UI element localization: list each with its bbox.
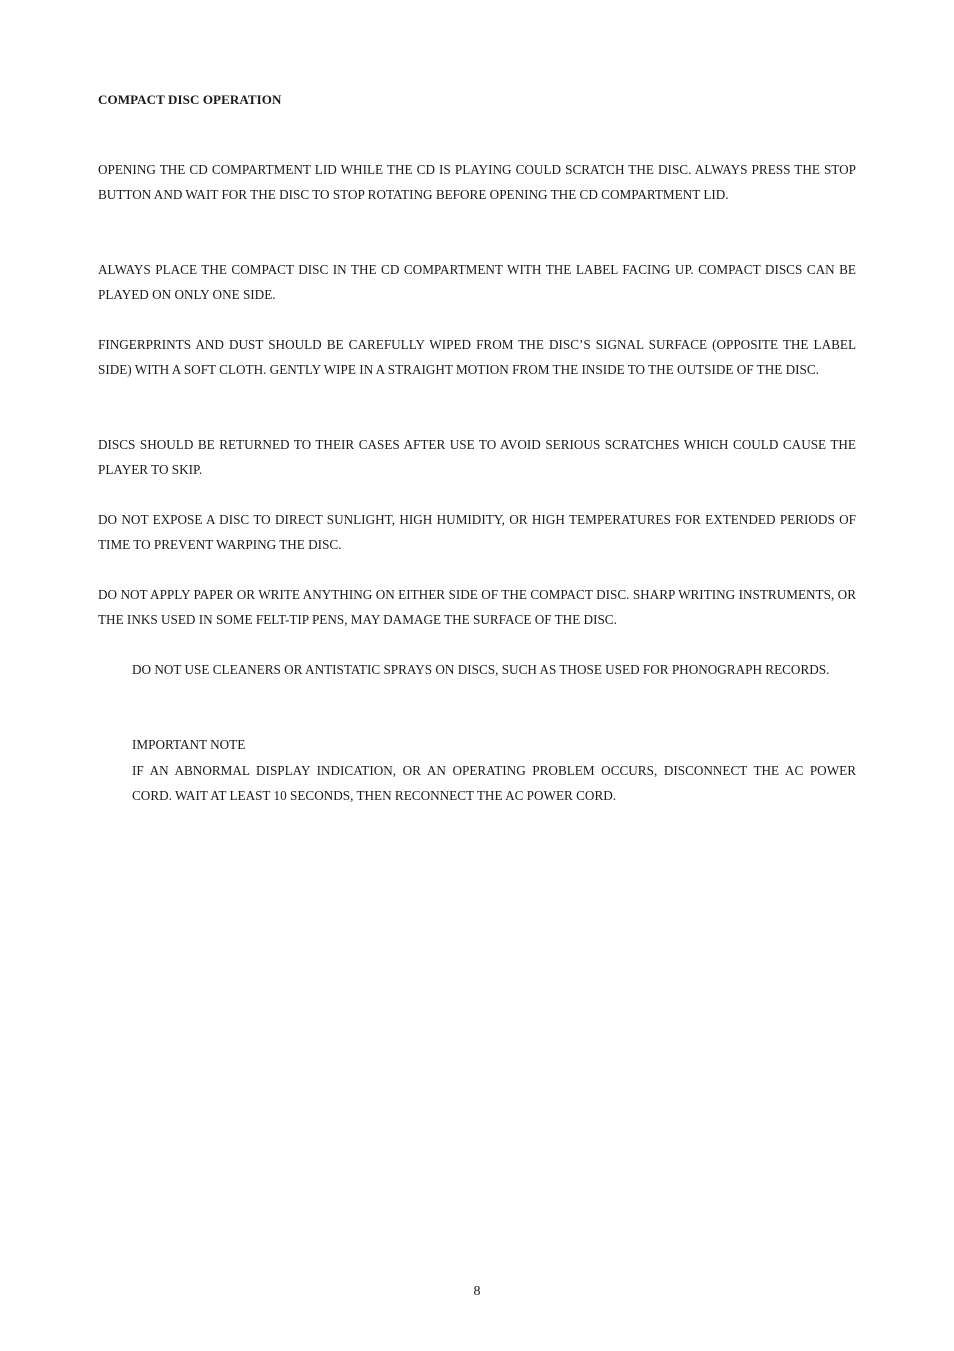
section-heading: COMPACT DISC OPERATION <box>98 92 282 107</box>
important-note-text: IF AN ABNORMAL DISPLAY INDICATION, OR AN OPERATING PROBLEM OCCURS, DISCONNECT THE AC POWER CORD. WAIT AT LEAST 10 SECONDS, THEN RECONNECT THE AC POWER CORD. <box>132 763 856 803</box>
paragraph-cleaners: DO NOT USE CLEANERS OR ANTISTATIC SPRAYS ON DISCS, SUCH AS THOSE USED FOR PHONOGRAPH RECORDS. <box>132 662 830 677</box>
page-number: 8 <box>473 1284 481 1299</box>
paragraph-label-up: ALWAYS PLACE THE COMPACT DISC IN THE CD COMPARTMENT WITH THE LABEL FACING UP. COMPACT DISCS CAN BE PLAYED ON ONLY ONE SIDE. <box>98 262 856 302</box>
paragraph-cleaning: FINGERPRINTS AND DUST SHOULD BE CAREFULLY WIPED FROM THE DISC’S SIGNAL SURFACE (OPPOSITE THE LABEL SIDE) WITH A SOFT CLOTH. GENTLY WIPE IN A STRAIGHT MOTION FROM THE INSIDE TO THE OUTSIDE OF THE DISC. <box>98 337 856 377</box>
paragraph-exposure: DO NOT EXPOSE A DISC TO DIRECT SUNLIGHT, HIGH HUMIDITY, OR HIGH TEMPERATURES FOR EXTENDED PERIODS OF TIME TO PREVENT WARPING THE DISC. <box>98 512 856 552</box>
paragraph-storage: DISCS SHOULD BE RETURNED TO THEIR CASES AFTER USE TO AVOID SERIOUS SCRATCHES WHICH COULD CAUSE THE PLAYER TO SKIP. <box>98 437 856 477</box>
paragraph-lid-warning: OPENING THE CD COMPARTMENT LID WHILE THE CD IS PLAYING COULD SCRATCH THE DISC. ALWAYS PRESS THE STOP BUTTON AND WAIT FOR THE DISC TO STOP ROTATING BEFORE OPENING THE CD COMPARTMENT LID. <box>98 162 856 202</box>
important-note-title: IMPORTANT NOTE <box>132 737 246 752</box>
paragraph-writing: DO NOT APPLY PAPER OR WRITE ANYTHING ON EITHER SIDE OF THE COMPACT DISC. SHARP WRITING INSTRUMENTS, OR THE INKS USED IN SOME FELT-TIP PENS, MAY DAMAGE THE SURFACE OF THE DISC. <box>98 587 856 627</box>
